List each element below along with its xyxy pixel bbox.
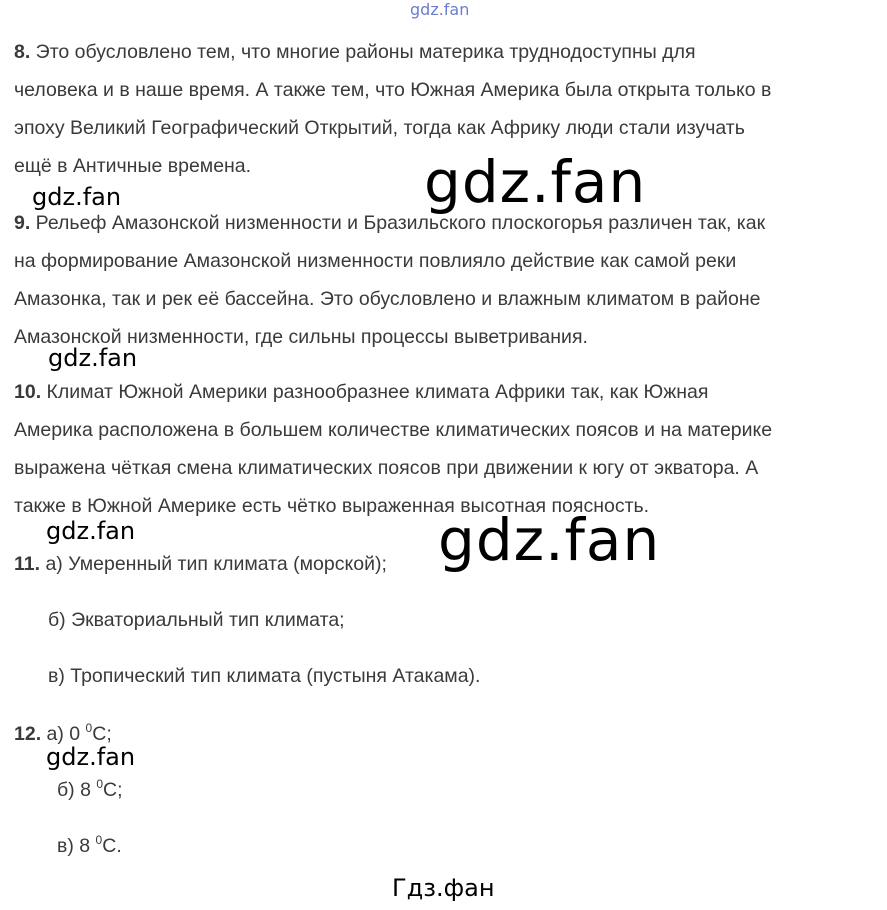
answer-9-line-1: 9. Рельеф Амазонской низменности и Бразильского плоскогорья различен так, как <box>14 212 766 234</box>
watermark-big-1: gdz.fan <box>424 148 647 216</box>
answer-12-b: б) 8 $^0$С; <box>57 777 123 801</box>
answer-9-number: 9. <box>14 212 31 234</box>
answer-8-line-4: ещё в Античные времена. <box>14 155 252 177</box>
answer-10 <box>14 373 876 525</box>
answer-8-line-3: эпоху Великий Географический Открытий, тогда как Африку люди стали изучать <box>14 117 745 139</box>
answer-11-c: в) Тропический тип климата (пустыня Атакама). <box>48 665 481 687</box>
answer-9-line-3: Амазонка, так и рек её бассейна. Это обусловлено и влажным климатом в районе <box>14 288 761 310</box>
answer-9-line-2: на формирование Амазонской низменности повлияло действие как самой реки <box>14 250 737 272</box>
answer-10-line-4: также в Южной Америке есть чётко выраженная высотная поясность. <box>14 495 650 517</box>
watermark-small-1: gdz.fan <box>32 183 122 211</box>
answer-8-line-2: человека и в наше время. А также тем, что Южная Америка была открыта только в <box>14 79 772 101</box>
watermark-big-2: gdz.fan <box>438 506 661 574</box>
answer-10-line-2: Америка расположена в большем количестве климатических поясов и на материке <box>14 419 773 441</box>
answer-11-b: б) Экваториальный тип климата; <box>48 609 345 631</box>
answer-10-line-3: выражена чёткая смена климатических поясов при движении к югу от экватора. А <box>14 457 759 479</box>
answer-11-a: 11. а) Умеренный тип климата (морской); <box>14 553 387 575</box>
top-watermark: gdz.fan <box>410 0 470 19</box>
answer-11-number: 11. <box>14 553 41 575</box>
footer-watermark: Гдз.фан <box>392 874 495 902</box>
answer-10-number: 10. <box>14 381 42 403</box>
answer-8-line-1: 8. Это обусловлено тем, что многие районы материка труднодоступны для <box>14 41 696 63</box>
answer-12-a: 12. а) 0 $^0$С; <box>14 721 112 745</box>
watermark-small-3: gdz.fan <box>46 517 136 545</box>
answer-9-line-4: Амазонской низменности, где сильны процессы выветривания. <box>14 326 588 348</box>
answer-10-line-1: 10. Климат Южной Америки разнообразнее климата Африки так, как Южная <box>14 381 709 403</box>
answer-12-c: в) 8 $^0$С. <box>57 833 122 857</box>
answer-12-number: 12. <box>14 723 42 745</box>
watermark-small-2: gdz.fan <box>48 344 138 372</box>
watermark-small-4: gdz.fan <box>46 743 136 771</box>
answer-9 <box>14 204 876 356</box>
answer-8-number: 8. <box>14 41 31 63</box>
